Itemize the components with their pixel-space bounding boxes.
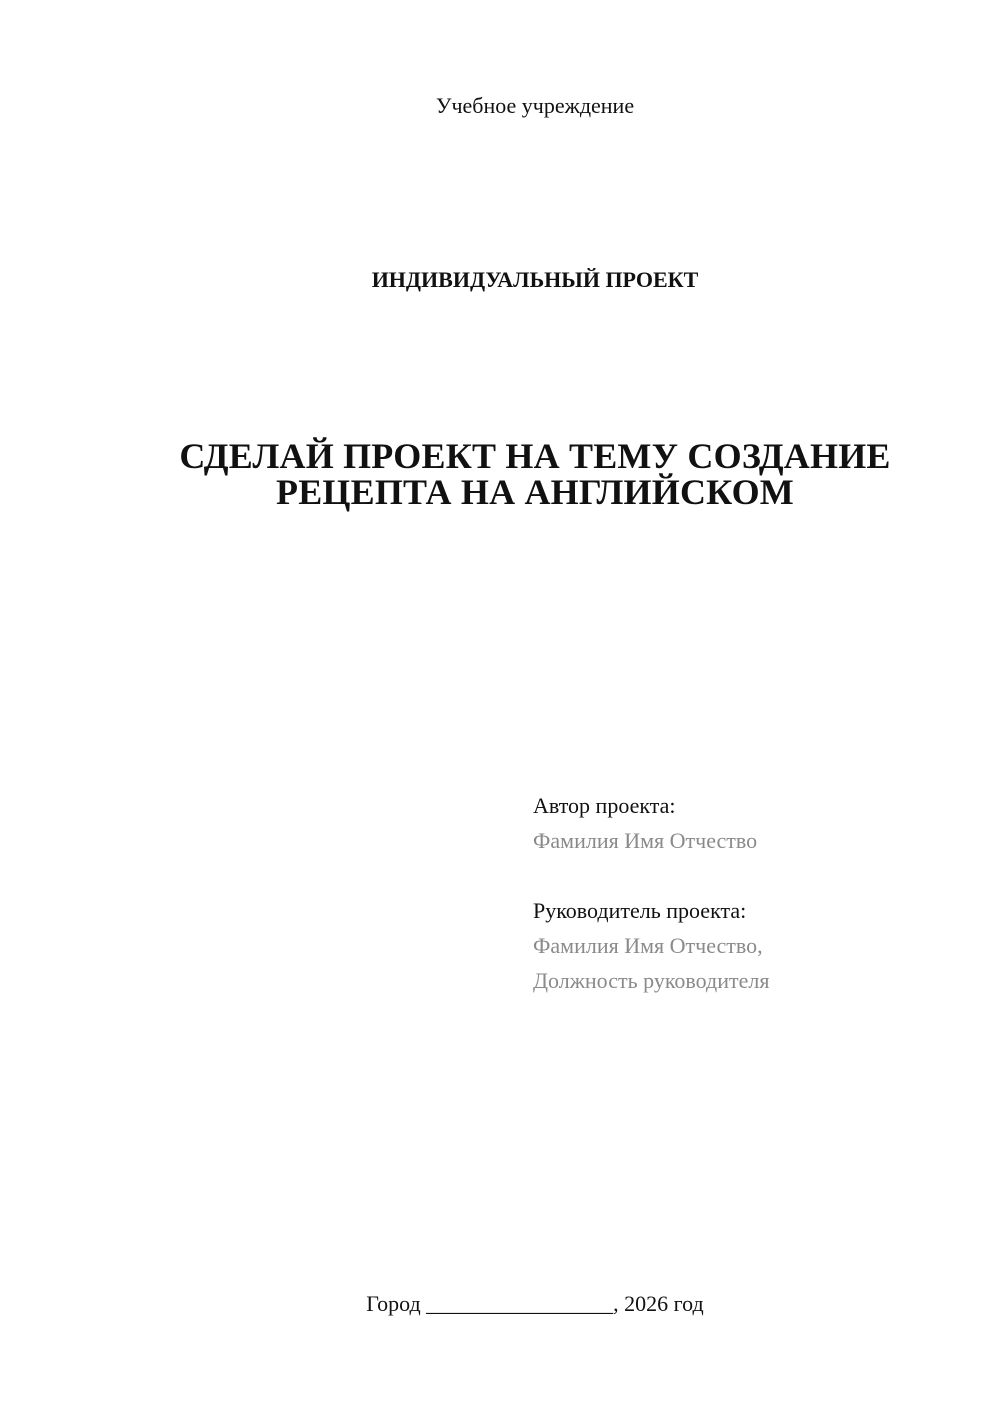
project-type-heading: ИНДИВИДУАЛЬНЫЙ ПРОЕКТ <box>371 267 699 292</box>
author-label: Автор проекта: <box>533 793 676 818</box>
project-title <box>150 438 920 510</box>
project-title-line-1: СДЕЛАЙ ПРОЕКТ НА ТЕМУ СОЗДАНИЕ <box>179 436 891 476</box>
supervisor-name: Фамилия Имя Отчество, <box>533 933 763 958</box>
supervisor-label: Руководитель проекта: <box>533 898 747 923</box>
city-year-footer: Город _________________, 2026 год <box>366 1291 704 1316</box>
credits-block <box>533 788 973 998</box>
author-name: Фамилия Имя Отчество <box>533 828 758 853</box>
institution-name: Учебное учреждение <box>435 93 635 118</box>
supervisor-position: Должность руководителя <box>533 968 770 993</box>
project-title-line-2: РЕЦЕПТА НА АНГЛИЙСКОМ <box>276 472 794 512</box>
credits-spacer <box>533 858 973 893</box>
